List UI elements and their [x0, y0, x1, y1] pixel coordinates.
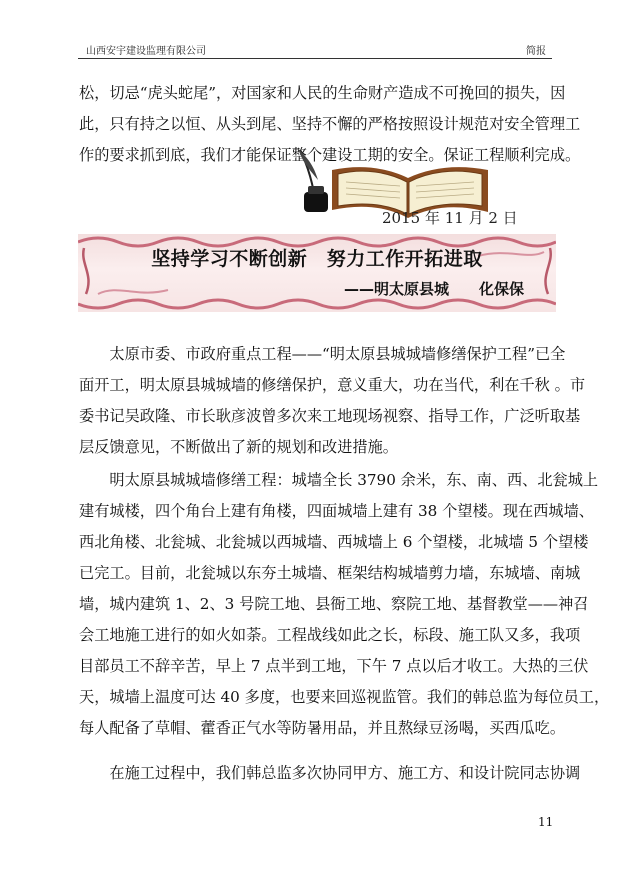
text-line: 墙，城内建筑 1、2、3 号院工地、县衙工地、察院工地、基督教堂——神召 — [79, 595, 589, 613]
text-line: 委书记吴政隆、市长耿彦波曾多次来工地现场视察、指导工作，广泛听取基 — [79, 407, 581, 425]
text-line: 太原市委、市政府重点工程——“明太原县城城墙修缮保护工程”已全 — [79, 345, 566, 363]
body-paragraph-3 — [79, 758, 581, 789]
article-title-banner — [78, 234, 556, 312]
company-name: 山西安宇建设监理有限公司 — [86, 46, 206, 57]
text-line: 作的要求抓到底，我们才能保证整个建设工期的安全。保证工程顺利完成。 — [79, 146, 581, 164]
text-line: 目部员工不辞辛苦，早上 7 点半到工地，下午 7 点以后才收工。大热的三伏 — [79, 657, 589, 675]
text-line: 会工地施工进行的如火如荼。工程战线如此之长，标段、施工队又多，我项 — [79, 626, 581, 644]
text-line: 已完工。目前，北瓮城以东夯土城墙、框架结构城墙剪力墙，东城墙、南城 — [79, 564, 581, 582]
page-header — [78, 40, 552, 59]
text-line: 每人配备了草帽、藿香正气水等防暑用品，并且熬绿豆汤喝，买西瓜吃。 — [79, 719, 565, 737]
article-title: 坚持学习不断创新 努力工作开拓进取 — [151, 248, 483, 270]
inkwell-icon — [298, 148, 328, 212]
article-author: ——明太原县城 化保保 — [343, 280, 524, 298]
section-name: 简报 — [526, 46, 546, 57]
text-line: 西北角楼、北瓮城、北瓮城以西城墙、西城墙上 6 个望楼，北城墙 5 个望楼 — [79, 533, 589, 551]
text-line: 天，城墙上温度可达 40 多度，也要来回巡视监管。我们的韩总监为每位员工， — [79, 688, 610, 706]
text-line: 层反馈意见，不断做出了新的规划和改进措施。 — [79, 438, 398, 456]
text-line: 松，切忌“虎头蛇尾”，对国家和人民的生命财产造成不可挽回的损失，因 — [79, 84, 566, 102]
text-line: 此，只有持之以恒、从头到尾、坚持不懈的严格按照设计规范对安全管理工 — [79, 115, 581, 133]
text-line: 在施工过程中，我们韩总监多次协同甲方、施工方、和设计院同志协调 — [79, 764, 581, 782]
body-paragraph-1 — [79, 339, 586, 463]
text-line: 明太原县城城墙修缮工程：城墙全长 3790 余米，东、南、西、北瓮城上 — [79, 471, 599, 489]
text-line: 建有城楼，四个角台上建有角楼，四面城墙上建有 38 个望楼。现在西城墙、 — [79, 502, 594, 520]
report-date: 2015 年 11 月 2 日 — [382, 209, 518, 227]
body-paragraph-2 — [79, 465, 610, 744]
page-number: 11 — [538, 815, 554, 829]
text-line: 面开工，明太原县城城墙的修缮保护，意义重大，功在当代，利在千秋 。市 — [79, 376, 586, 394]
